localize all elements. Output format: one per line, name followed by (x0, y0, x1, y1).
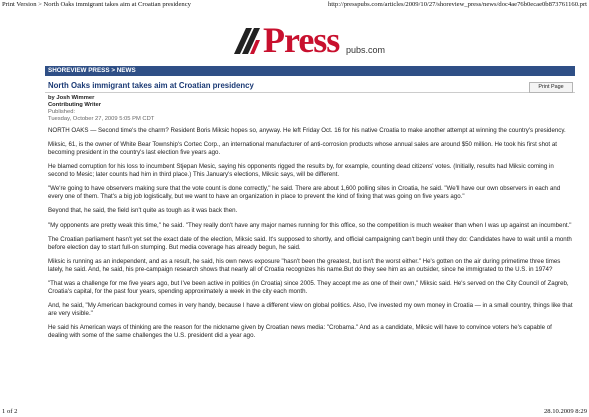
published-date: Tuesday, October 27, 2009 5:05 PM CDT (48, 116, 155, 122)
print-timestamp: 28.10.2009 8:29 (543, 408, 587, 415)
paragraph: Miksic is running as an independent, and as a result, he said, his own news exposure "hasn't been the greatest, but isn't the worst either." He's gotten on the air during primetime three times lately, he said. And, he said, his pre-campaign research shows that nearly all of Croatia recognizes his name.But do they see him as an outsider, since he immigrated to the U.S. in 1974? (48, 257, 561, 273)
print-header (0, 0, 589, 10)
page-count: 1 of 2 (2, 408, 18, 415)
print-page-button[interactable]: Print Page (529, 82, 573, 93)
paragraph: Beyond that, he said, the field isn't quite as tough as it was back then. (48, 207, 238, 215)
paragraph: "That was a challenge for me five years ago, but I've been active in politics (in Croatia) since 2005. They accept me as one of their own," Miksic said. He's served on the City Council of Zagreb, Croatia's capital, for the past four years, spending approximately a week in the city each month. (48, 279, 569, 295)
press-logo-mark-icon (232, 26, 262, 56)
print-header-url: http://presspubs.com/articles/2009/10/27/shoreview_press/news/doc4ae76b0ecae0b873761160.prt (327, 1, 587, 8)
paragraph: "My opponents are pretty weak this time," he said. "They really don't have any major names running for this office, so the competition is much weaker than when I was up against an incumbent." (48, 221, 572, 229)
byline: by Josh Wimmer (48, 95, 95, 101)
author-role: Contributing Writer (48, 102, 102, 108)
logo-domain: pubs.com (346, 45, 386, 55)
paragraph: And, he said, "My American background comes in very handy, because I have a different view on global politics. Also, I've invested my own money in Croatia — in a small country, things like that are very visible." (48, 301, 573, 317)
published-label: Published: (48, 109, 76, 115)
article-meta (48, 95, 575, 123)
article-title: North Oaks immigrant takes aim at Croatian presidency (48, 81, 254, 90)
article (45, 80, 575, 346)
article-body (48, 127, 573, 339)
section-breadcrumb-label: SHOREVIEW PRESS > NEWS (48, 67, 136, 74)
section-breadcrumb (45, 66, 575, 76)
paragraph: "We're going to have observers making sure that the vote count is done correctly," he said. There are about 1,600 polling sites in Croatia, he said. "We'll have our own observers in each and every one of them. That's a big job logistically, but we want to have an organization in place to prevent the kind of fixing that was going on five years ago." (48, 185, 561, 200)
presspubs-logo (232, 20, 386, 60)
paragraph: Miksic, 61, is the owner of White Bear Township's Cortec Corp., an international manufacturer of anti-corrosion products whose annual sales are around $50 million. He took his first shot at becoming president in the country's last election five years ago. (48, 141, 557, 156)
print-footer (0, 407, 589, 417)
paragraph: NORTH OAKS — Second time's the charm? Resident Boris Miksic hopes so, anyway. He left Friday Oct. 16 for his native Croatia to make another attempt at winning the country's presidency. (48, 127, 566, 134)
paragraph: He blamed corruption for his loss to incumbent Stjepan Mesic, saying his opponents rigged the results by, for example, counting dead citizens' votes. (Initially, results had Miksic coming in second to Mesic; later counts had him in third place.) This January's elections, Miksic says, will be different. (48, 163, 554, 178)
print-header-title: Print Version > North Oaks immigrant takes aim at Croatian presidency (2, 1, 191, 8)
paragraph: The Croatian parliament hasn't yet set the exact date of the election, Miksic said. It's supposed to shortly, and official campaigning can't begin until they do: Candidates have to wait until a month before election day to start full-on stumping. But media coverage has already begun, he said. (48, 235, 572, 251)
paragraph: He said his American ways of thinking are the reason for the nickname given by Croatian news media: "Crobama." And as a candidate, Miksic will have to convince voters he's capable of dealing with some of the same challenges the U.S. president did a year ago. (48, 323, 552, 339)
article-title-row (45, 80, 575, 93)
logo-wordmark: Press (263, 20, 340, 60)
